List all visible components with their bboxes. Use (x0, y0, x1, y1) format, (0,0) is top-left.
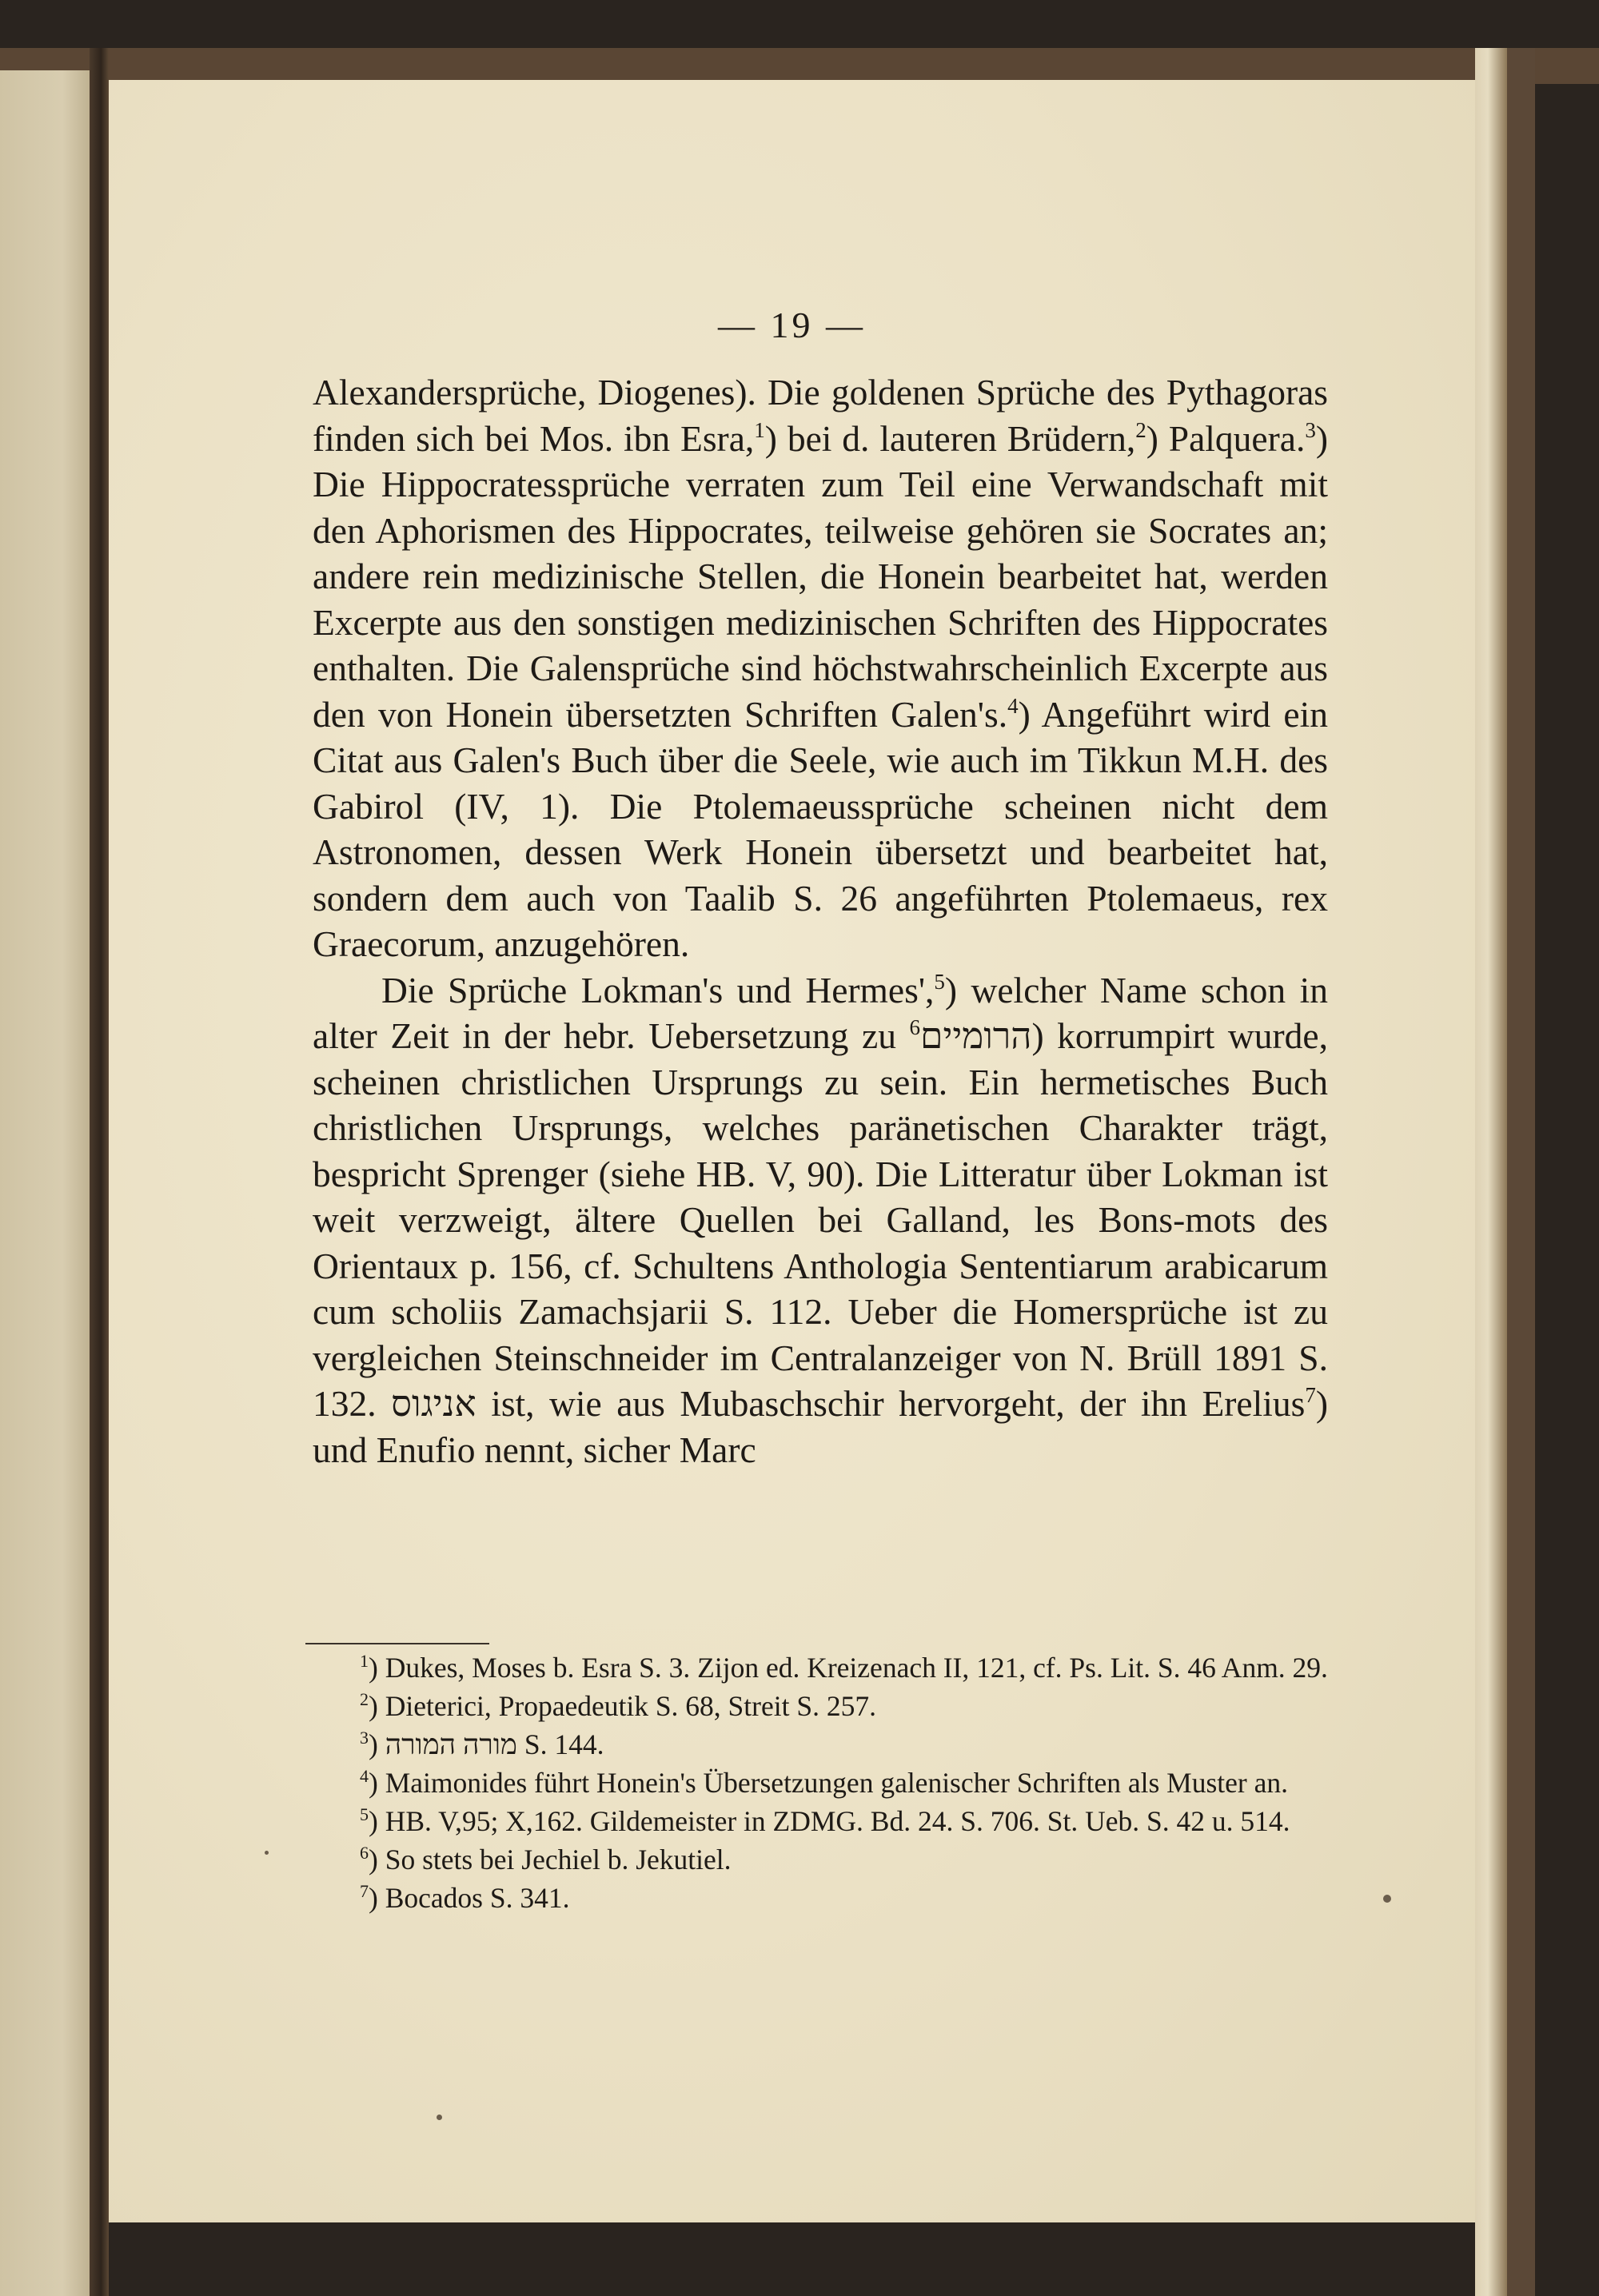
text-run: ) und Enufio nennt, sicher Marc (313, 1383, 1329, 1470)
paper-speck (265, 1851, 269, 1855)
footnote-ref: 4 (1007, 693, 1019, 718)
book-gutter (90, 48, 109, 2296)
text-run: ) Palquera. (1146, 417, 1306, 459)
text-run: ) Angeführt wird ein Citat aus Galen's Buch über die Seele, wie auch im Tikkun M.H. des Gabirol (IV, 1). Die Ptolemaeussprüche scheinen nicht dem Astronomen, dessen Werk Honein übersetzt und bearbeitet hat, sondern dem auch von Taalib S. 26 angeführten Ptolemaeus, rex Graecorum, anzugehören. (313, 693, 1328, 964)
footnote-mark: 5 (360, 1804, 369, 1824)
footnote-ref: 6 (909, 1015, 921, 1039)
page-number: — 19 — (718, 305, 866, 345)
text-run: ) korrumpirt wurde, scheinen christlichen Ursprungs zu sein. Ein hermetisches Buch christlichen Ursprungs, welches paränetischen Charakter trägt, bespricht Sprenger (siehe HB. V, 90). Die Litteratur über Lokman ist weit verzweigt, ältere Quellen bei Galland, les Bons-mots des Orientaux p. 156, cf. Schultens Anthologia Sententiarum arabicarum cum scholiis Zamachsjarii S. 112. Ueber die Homersprüche ist zu vergleichen Steinschneider im Centralanzeiger von N. Brüll 1891 S. 132. אניגוס ist, wie aus Mubaschschir hervorgeht, der ihn Erelius (313, 1015, 1328, 1424)
main-text (313, 369, 1328, 1473)
footnote-ref: 5 (934, 969, 945, 994)
footnote-text: ) Dieterici, Propaedeutik S. 68, Streit S. 257. (369, 1690, 876, 1722)
book-page (109, 80, 1475, 2222)
paragraph (313, 369, 1328, 967)
footnote-separator (305, 1643, 489, 1644)
footnote (301, 1648, 1328, 1687)
footnote-mark: 3 (360, 1728, 369, 1748)
footnote-text: ) HB. V,95; X,162. Gildemeister in ZDMG. Bd. 24. S. 706. St. Ueb. S. 42 u. 514. (369, 1805, 1290, 1837)
text-run: Alexandersprüche, Diogenes). Die goldenen Sprüche des Pythagoras finden sich bei Mos. ibn Esra, (313, 372, 1328, 459)
footnote-mark: 6 (360, 1843, 369, 1863)
footnote-mark: 2 (360, 1689, 369, 1709)
footnote-ref: 1 (754, 417, 765, 442)
footnote (301, 1725, 1328, 1764)
text-run: ) welcher Name schon in alter Zeit in der hebr. Uebersetzung zu הרומיים (313, 969, 1328, 1056)
footnote (301, 1764, 1328, 1802)
text-run: ) bei d. lauteren Brüdern, (764, 417, 1136, 459)
footnote-mark: 4 (360, 1766, 369, 1786)
text-run: ) Die Hippocratessprüche verraten zum Teil eine Verwandschaft mit den Aphorismen des Hippocrates, teilweise gehören sie Socrates an; andere rein medizinische Stellen, die Honein bearbeitet hat, werden Excerpte aus den sonstigen medizinischen Schriften des Hippocrates enthalten. Die Galensprüche sind höchstwahrscheinlich Excerpte aus den von Honein übersetzten Schriften Galen's. (313, 417, 1328, 735)
footnote-mark: 7 (360, 1881, 369, 1901)
book-cover-edge (1507, 48, 1535, 2296)
paper-speck (437, 2115, 442, 2120)
footnote (301, 1840, 1328, 1879)
footnote-text: ) Maimonides führt Honein's Übersetzungen galenischer Schriften als Muster an. (369, 1767, 1288, 1799)
facing-page-edge (0, 70, 92, 2296)
footnote-text: ) So stets bei Jechiel b. Jekutiel. (369, 1844, 732, 1875)
book-cover-top (0, 48, 1599, 84)
footnotes (301, 1648, 1328, 1917)
footnote-mark: 1 (360, 1651, 369, 1671)
footnote (301, 1802, 1328, 1840)
footnote-text: ) מורה המורה S. 144. (369, 1728, 604, 1760)
footnote-ref: 2 (1135, 417, 1146, 442)
paper-speck (1383, 1895, 1391, 1903)
footnote-text: ) Bocados S. 341. (369, 1882, 570, 1914)
text-run: Die Sprüche Lokman's und Hermes', (381, 969, 935, 1010)
footnote-text: ) Dukes, Moses b. Esra S. 3. Zijon ed. Kreizenach II, 121, cf. Ps. Lit. S. 46 Anm. 29. (369, 1652, 1328, 1684)
footnote-ref: 3 (1305, 417, 1316, 442)
page-stack-edge (1475, 48, 1507, 2296)
paragraph (313, 967, 1328, 1473)
footnote (301, 1687, 1328, 1725)
footnote (301, 1879, 1328, 1917)
footnote-ref: 7 (1305, 1383, 1316, 1407)
